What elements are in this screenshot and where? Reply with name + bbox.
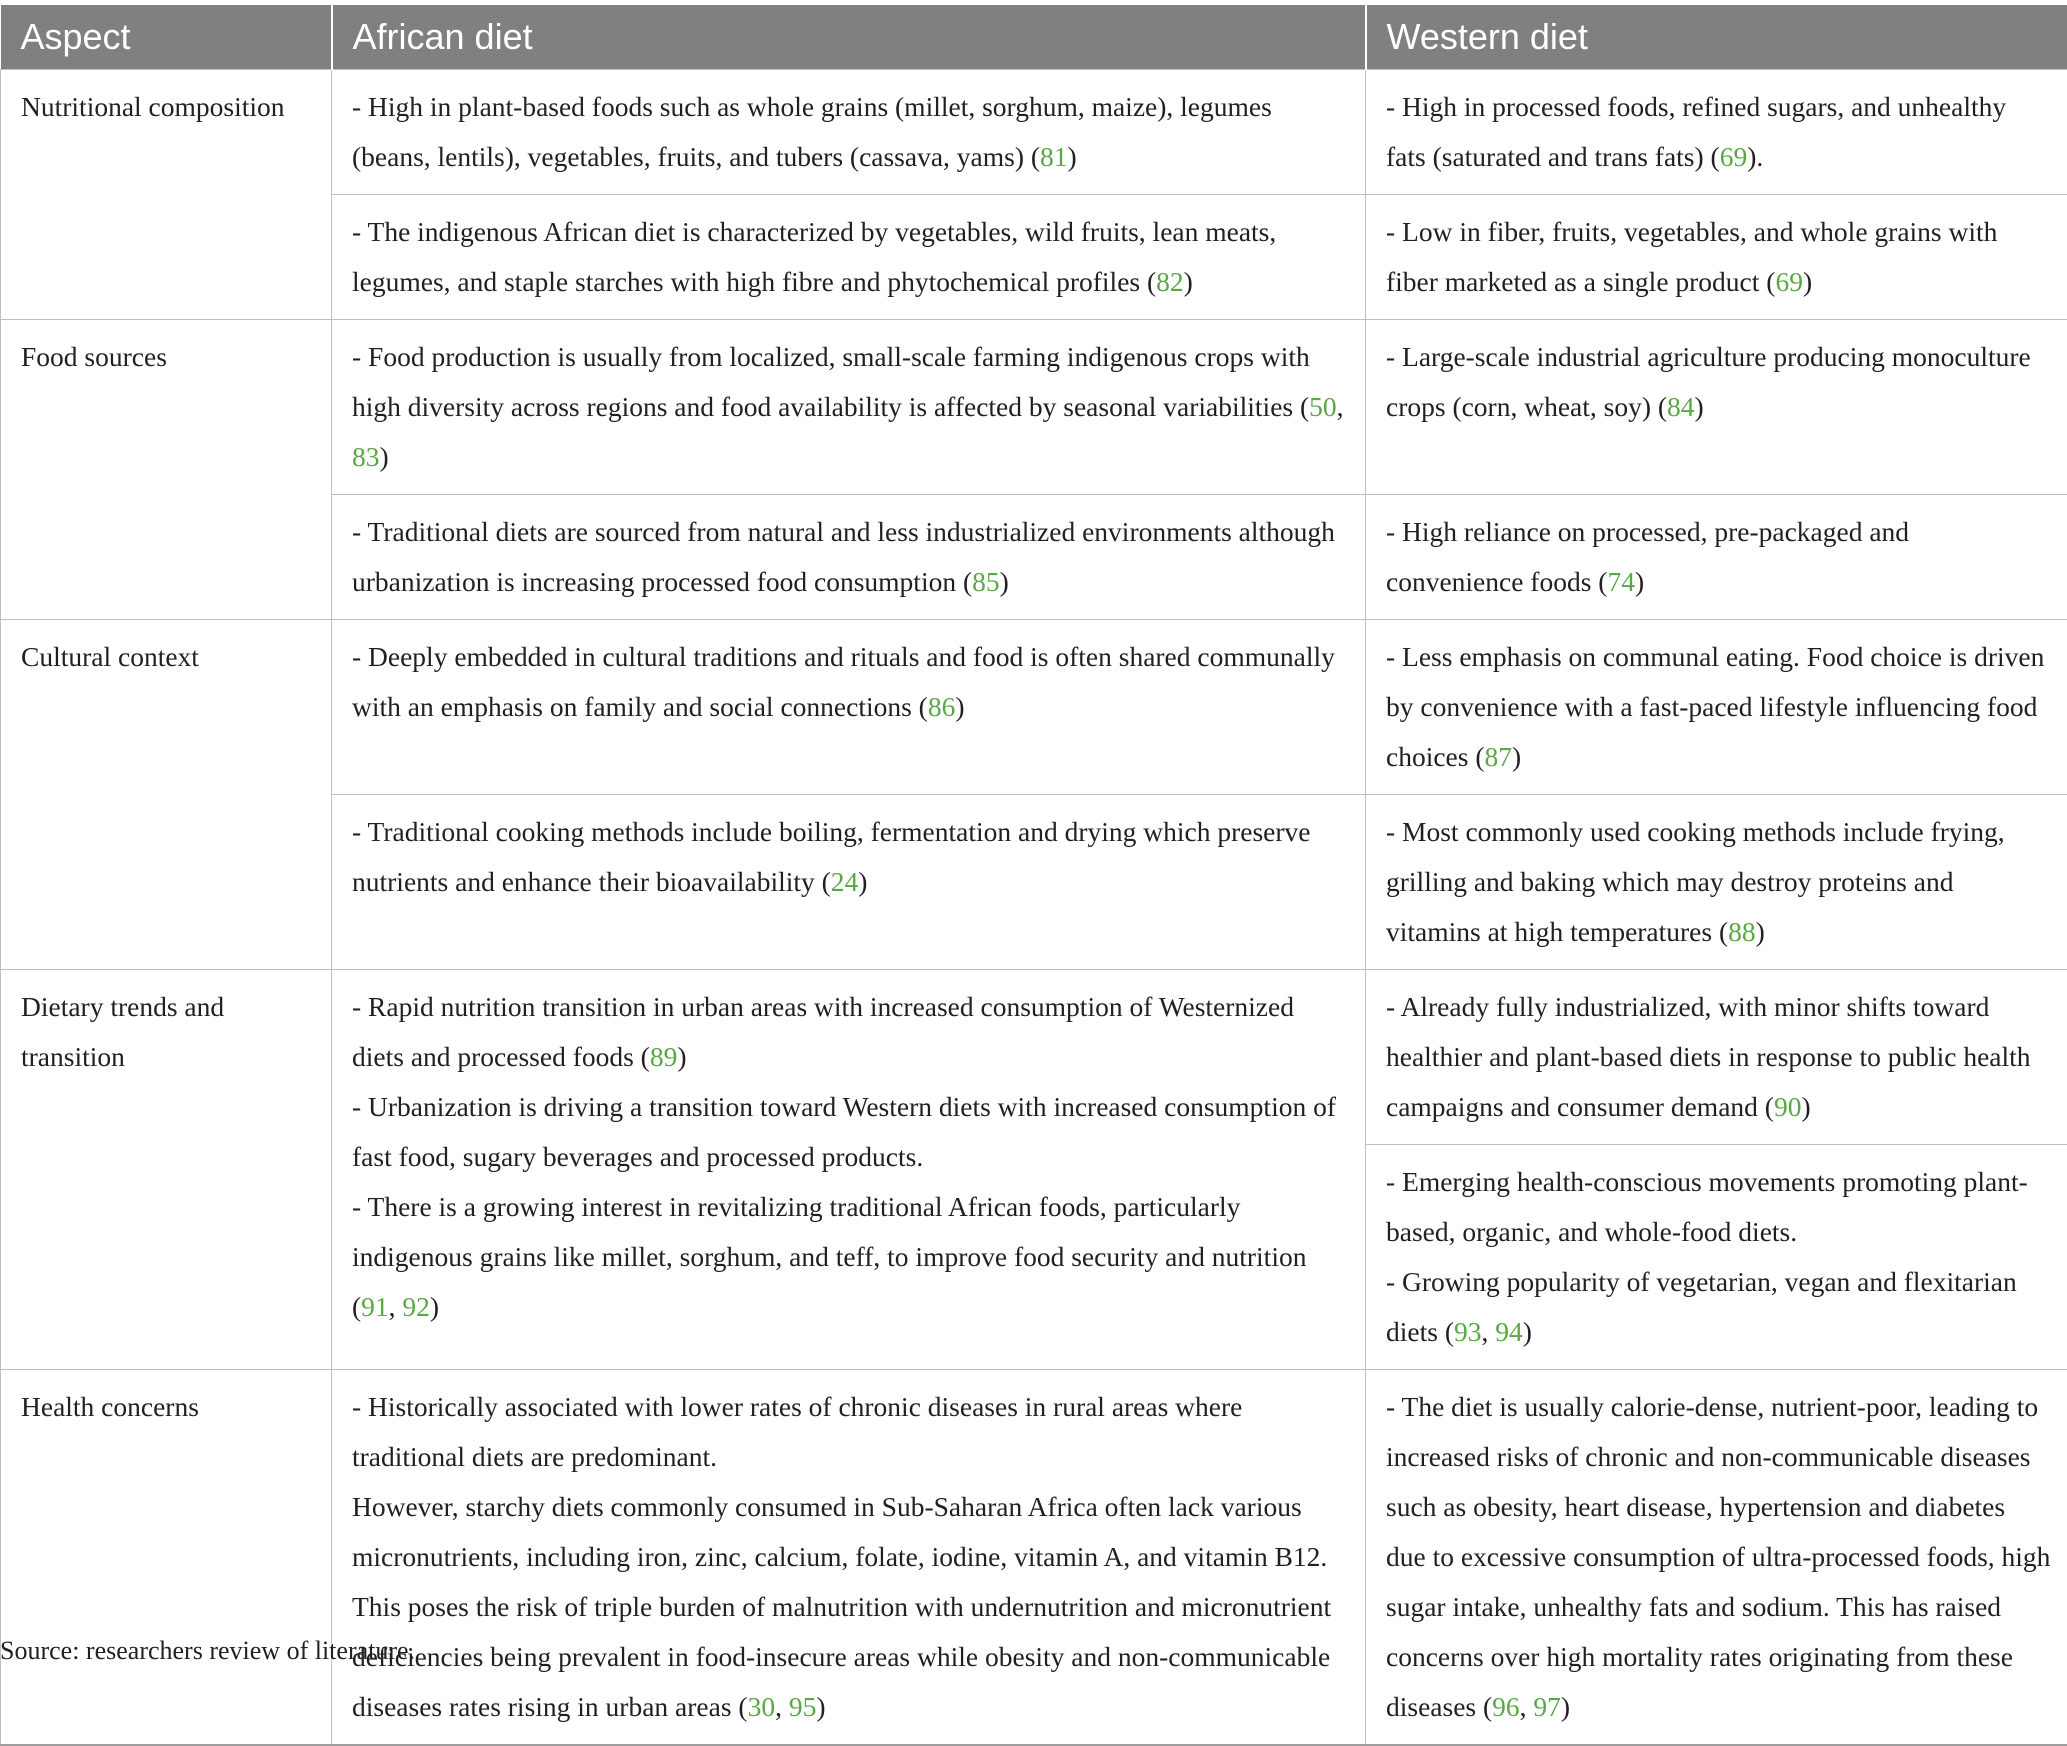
cell-text: ) (1000, 566, 1009, 597)
reference-link[interactable]: 94 (1495, 1316, 1523, 1347)
african-diet-cell (332, 970, 1366, 1370)
cell-text: ) (677, 1041, 686, 1072)
cell-text: ) (1695, 391, 1704, 422)
reference-link[interactable]: 84 (1667, 391, 1695, 422)
header-aspect: Aspect (1, 5, 332, 70)
reference-link[interactable]: 97 (1533, 1691, 1561, 1722)
african-diet-cell (332, 795, 1366, 970)
cell-text: ). (1747, 141, 1763, 172)
aspect-cell: Nutritional composition (1, 70, 332, 320)
western-diet-cell (1366, 970, 2067, 1145)
cell-text: - High reliance on processed, pre-packaged and convenience foods ( (1386, 516, 1909, 597)
cell-text: ) (1523, 1316, 1532, 1347)
reference-link[interactable]: 90 (1774, 1091, 1802, 1122)
cell-text: However, starchy diets commonly consumed in Sub-Saharan Africa often lack various micronutrients, including iron, zinc, calcium, folate, iodine, vitamin A, and vitamin B12. This poses the risk of triple burden of malnutrition with undernutrition and micronutrient deficiencies being prevalent in food-insecure areas while obesity and non-communicable diseases rates rising in urban areas ( (352, 1491, 1331, 1722)
cell-text: ) (380, 441, 389, 472)
source-note: Source: researchers review of literature. (0, 1636, 415, 1666)
cell-text: - Large-scale industrial agriculture producing monoculture crops (corn, wheat, soy) ( (1386, 341, 2031, 422)
western-diet-cell (1366, 1370, 2067, 1746)
reference-link[interactable]: 82 (1156, 266, 1184, 297)
comparison-table (0, 5, 2067, 1746)
cell-text: ) (816, 1691, 825, 1722)
cell-text: - Traditional cooking methods include boiling, fermentation and drying which preserve nutrients and enhance their bioavailability ( (352, 816, 1311, 897)
african-diet-cell (332, 1370, 1366, 1746)
reference-link[interactable]: 85 (972, 566, 1000, 597)
cell-text: - The diet is usually calorie-dense, nutrient-poor, leading to increased risks of chronic and non-communicable diseases such as obesity, heart disease, hypertension and diabetes due to excessive consumption of ultra-processed foods, high sugar intake, unhealthy fats and sodium. This has raised concerns over high mortality rates originating from these diseases ( (1386, 1391, 2050, 1722)
cell-text: ) (1803, 266, 1812, 297)
reference-link[interactable]: 93 (1454, 1316, 1482, 1347)
cell-text: , (1520, 1691, 1534, 1722)
reference-link[interactable]: 30 (748, 1691, 776, 1722)
cell-text: - Less emphasis on communal eating. Food choice is driven by convenience with a fast-paced lifestyle influencing food choices ( (1386, 641, 2044, 772)
african-diet-cell (332, 195, 1366, 320)
reference-link[interactable]: 91 (361, 1291, 389, 1322)
western-diet-cell (1366, 70, 2067, 195)
cell-text: ) (955, 691, 964, 722)
cell-text: ) (1756, 916, 1765, 947)
cell-text: ) (1512, 741, 1521, 772)
cell-text: - High in processed foods, refined sugars, and unhealthy fats (saturated and trans fats) ( (1386, 91, 2006, 172)
reference-link[interactable]: 87 (1485, 741, 1513, 772)
african-diet-cell (332, 620, 1366, 795)
reference-link[interactable]: 74 (1607, 566, 1635, 597)
western-diet-cell (1366, 495, 2067, 620)
reference-link[interactable]: 88 (1728, 916, 1756, 947)
cell-text: ) (1801, 1091, 1810, 1122)
cell-text: ) (1635, 566, 1644, 597)
reference-link[interactable]: 83 (352, 441, 380, 472)
aspect-cell: Health concerns (1, 1370, 332, 1746)
cell-text: - Traditional diets are sourced from natural and less industrialized environments although urbanization is increasing processed food consumption ( (352, 516, 1335, 597)
table-row (1, 70, 2067, 195)
cell-text: ) (1184, 266, 1193, 297)
western-diet-cell (1366, 1145, 2067, 1370)
western-diet-cell (1366, 320, 2067, 495)
reference-link[interactable]: 50 (1309, 391, 1337, 422)
aspect-cell: Cultural context (1, 620, 332, 970)
cell-text: - There is a growing interest in revitalizing traditional African foods, particularly indigenous grains like millet, sorghum, and teff, to improve food security and nutrition ( (352, 1191, 1306, 1322)
cell-text: - Already fully industrialized, with minor shifts toward healthier and plant-based diets in response to public health campaigns and consumer demand ( (1386, 991, 2031, 1122)
table-row (1, 620, 2067, 795)
cell-text: - Food production is usually from localized, small-scale farming indigenous crops with high diversity across regions and food availability is affected by seasonal variabilities ( (352, 341, 1310, 422)
cell-text: - Most commonly used cooking methods include frying, grilling and baking which may destroy proteins and vitamins at high temperatures ( (1386, 816, 2005, 947)
western-diet-cell (1366, 195, 2067, 320)
western-diet-cell (1366, 795, 2067, 970)
cell-text: - Rapid nutrition transition in urban areas with increased consumption of Westernized diets and processed foods ( (352, 991, 1294, 1072)
cell-text: - Emerging health-conscious movements promoting plant-based, organic, and whole-food diets. (1386, 1166, 2028, 1247)
reference-link[interactable]: 81 (1040, 141, 1068, 172)
african-diet-cell (332, 70, 1366, 195)
cell-text: - Urbanization is driving a transition toward Western diets with increased consumption of fast food, sugary beverages and processed products. (352, 1091, 1336, 1172)
header-western-diet: Western diet (1366, 5, 2067, 70)
reference-link[interactable]: 95 (789, 1691, 817, 1722)
cell-text: ) (1068, 141, 1077, 172)
cell-text: - The indigenous African diet is characterized by vegetables, wild fruits, lean meats, legumes, and staple starches with high fibre and phytochemical profiles ( (352, 216, 1276, 297)
cell-text: , (1337, 391, 1344, 422)
table-row (1, 970, 2067, 1145)
cell-text: - Low in fiber, fruits, vegetables, and whole grains with fiber marketed as a single product ( (1386, 216, 1997, 297)
cell-text: - High in plant-based foods such as whole grains (millet, sorghum, maize), legumes (beans, lentils), vegetables, fruits, and tubers (cassava, yams) ( (352, 91, 1272, 172)
aspect-cell: Food sources (1, 320, 332, 620)
reference-link[interactable]: 86 (928, 691, 956, 722)
reference-link[interactable]: 89 (650, 1041, 678, 1072)
cell-text: - Deeply embedded in cultural traditions and rituals and food is often shared communally with an emphasis on family and social connections ( (352, 641, 1335, 722)
header-african-diet: African diet (332, 5, 1366, 70)
table-row (1, 320, 2067, 495)
cell-text: , (775, 1691, 789, 1722)
table-row (1, 1370, 2067, 1746)
cell-text: - Growing popularity of vegetarian, vegan and flexitarian diets ( (1386, 1266, 2017, 1347)
reference-link[interactable]: 24 (831, 866, 859, 897)
african-diet-cell (332, 320, 1366, 495)
table-header-row (1, 5, 2067, 70)
african-diet-cell (332, 495, 1366, 620)
cell-text: - Historically associated with lower rates of chronic diseases in rural areas where traditional diets are predominant. (352, 1391, 1242, 1472)
cell-text: ) (858, 866, 867, 897)
reference-link[interactable]: 96 (1492, 1691, 1520, 1722)
aspect-cell: Dietary trends and transition (1, 970, 332, 1370)
reference-link[interactable]: 92 (402, 1291, 430, 1322)
cell-text: ) (1561, 1691, 1570, 1722)
reference-link[interactable]: 69 (1775, 266, 1803, 297)
cell-text: ) (430, 1291, 439, 1322)
cell-text: , (1481, 1316, 1495, 1347)
reference-link[interactable]: 69 (1720, 141, 1748, 172)
western-diet-cell (1366, 620, 2067, 795)
cell-text: , (389, 1291, 403, 1322)
